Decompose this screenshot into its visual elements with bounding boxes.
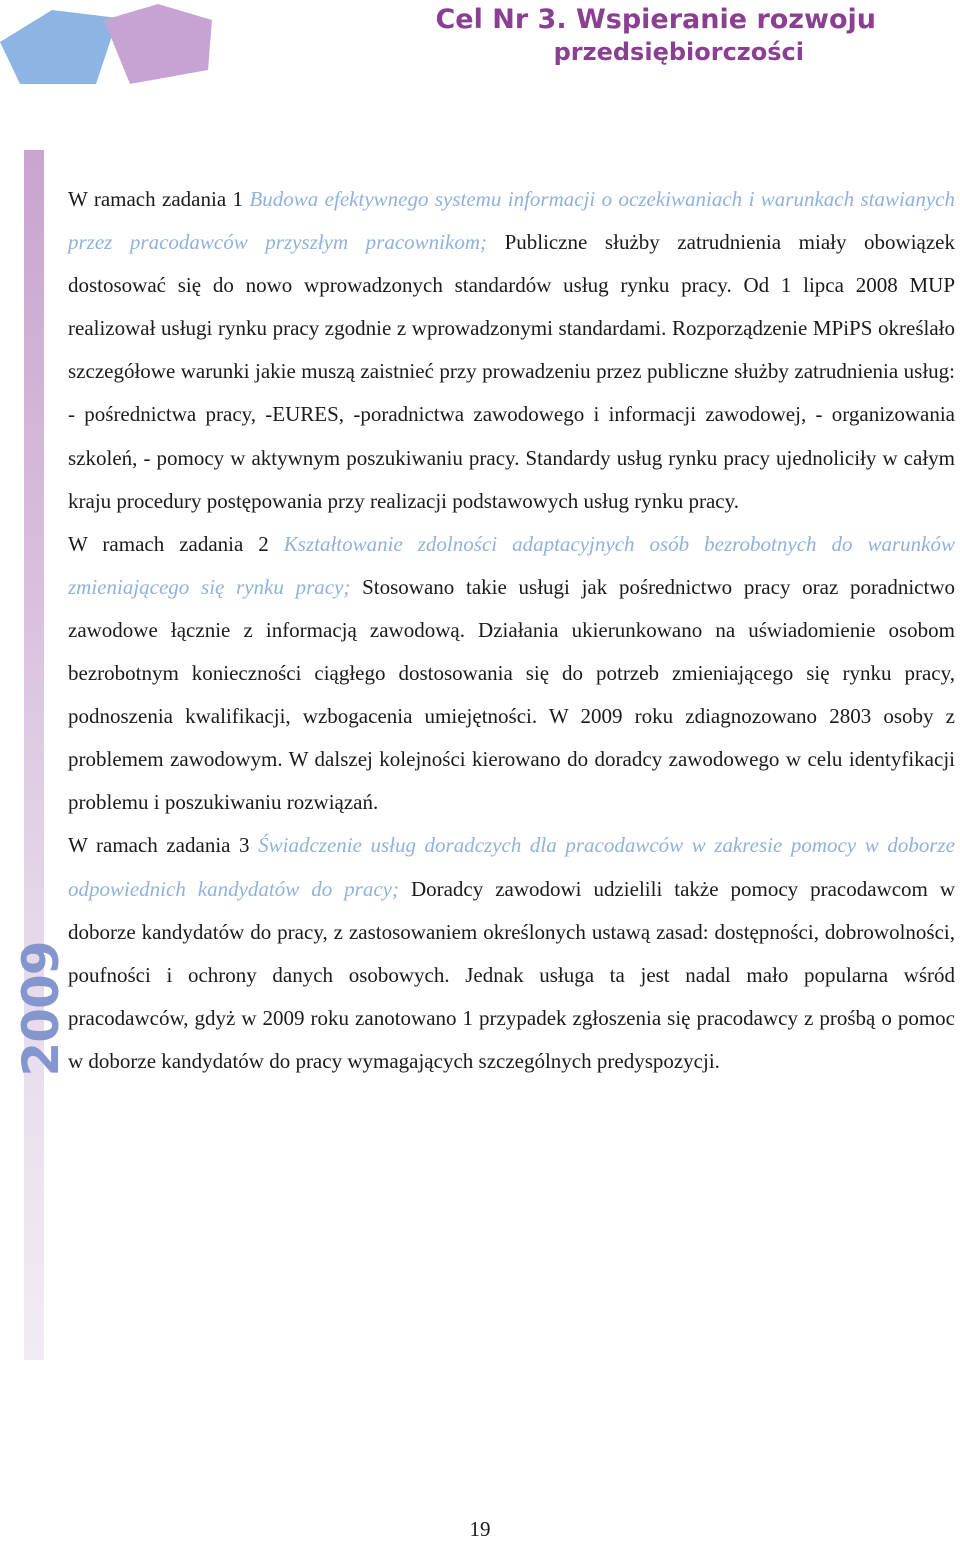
task-2-text: Stosowano takie usługi jak pośrednictwo pracy oraz poradnictwo zawodowe łącznie z informacją zawodową. Działania ukierunkowano na uświadomienie osobom bezrobotnym konieczności ciągłego dostosowania się do potrzeb zmieniającego się rynku pracy, podnoszenia kwalifikacji, wzbogacenia umiejętności. W 2009 roku zdiagnozowano 2803 osoby z problemem zawodowym. W dalszej kolejności kierowano do doradcy zawodowego w celu identyfikacji problemu i poszukiwaniu rozwiązań. [68,574,955,815]
header-logo [0,0,960,90]
paragraph-task-3 [68,824,955,1083]
document-body [68,178,955,1083]
task-1-title: Budowa efektywnego systemu informacji o oczekiwaniach i warunkach stawianych przez pracodawców przyszłym pracownikom; [68,187,956,255]
header-title-line2: przedsiębiorczości [553,38,804,66]
paragraph-task-2 [68,523,955,825]
task-2-title: Kształtowanie zdolności adaptacyjnych osób bezrobotnych do warunków zmieniającego się rynku pracy; [68,531,955,599]
header-title-line1: Cel Nr 3. Wspieranie rozwoju [435,4,876,35]
task-3-lead: W ramach zadania 3 [68,833,259,858]
task-3-text: Doradcy zawodowi udzielili także pomocy pracodawcom w doborze kandydatów do pracy, z zastosowaniem określonych ustawą zasad: dostępności, dobrowolności, poufności i ochrony danych osobowych. Jednak usługa ta jest nadal mało popularna wśród pracodawców, gdyż w 2009 roku zanotowano 1 przypadek zgłoszenia się pracodawcy z prośbą o pomoc w doborze kandydatów do pracy wymagających szczególnych predyspozycji. [68,876,956,1073]
logo-pentagon-overlay-shape [104,4,212,84]
sidebar-year-label: 2009 [12,941,70,1077]
task-1-text: Publiczne służby zatrudnienia miały obowiązek dostosować się do nowo wprowadzonych standardów usług rynku pracy. Od 1 lipca 2008 MUP realizował usługi rynku pracy zgodnie z wprowadzonymi standardami. Rozporządzenie MPiPS określało szczegółowe warunki jakie muszą zaistnieć przy prowadzeniu przez publiczne służby zatrudnienia usług: - pośrednictwa pracy, -EURES, -poradnictwa zawodowego i informacji zawodowej, - organizowania szkoleń, - pomocy w aktywnym poszukiwaniu pracy. Standardy usług rynku pracy ujednoliciły w całym kraju procedury postępowania przy realizacji podstawowych usług rynku pracy. [68,230,956,513]
task-2-lead: W ramach zadania 2 [68,531,284,556]
sidebar-decorative-bar [24,150,44,1360]
paragraph-task-1 [68,178,955,523]
page-number: 19 [469,1517,491,1541]
task-1-lead: W ramach zadania 1 [68,187,250,211]
task-3-title: Świadczenie usług doradczych dla pracodawców w zakresie pomocy w doborze odpowiednich kandydatów do pracy; [68,833,955,901]
logo-pentagon-shape [0,10,118,84]
